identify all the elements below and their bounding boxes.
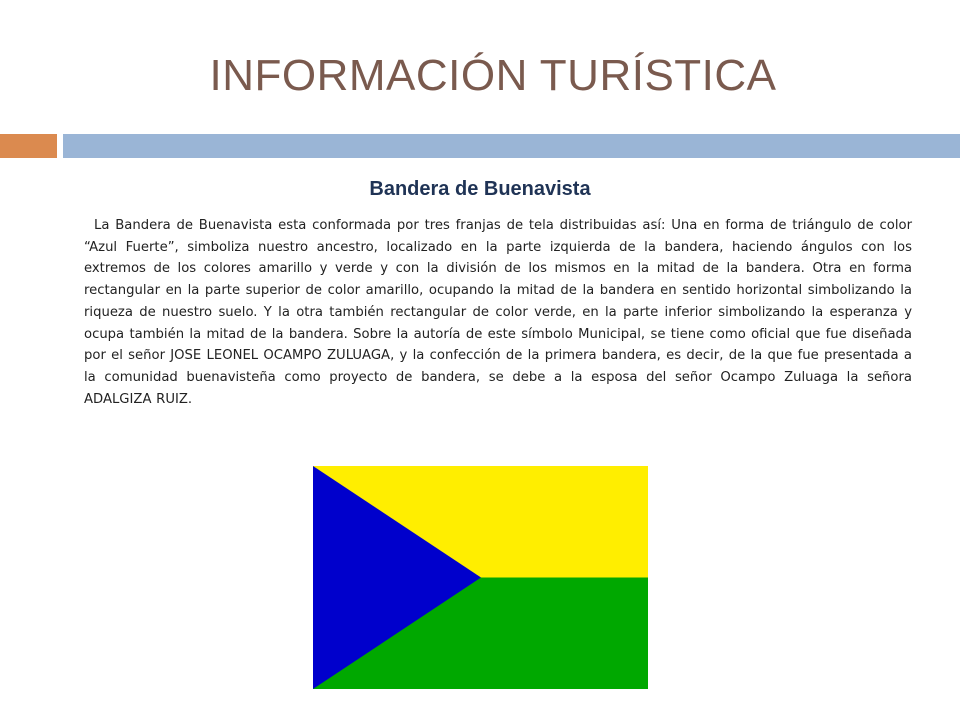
accent-bar <box>0 134 57 158</box>
slide-title: INFORMACIÓN TURÍSTICA <box>209 51 777 100</box>
section-heading: Bandera de Buenavista <box>369 178 591 200</box>
flag-description: La Bandera de Buenavista esta conformada por tres franjas de tela distribuidas así: Una en forma de triángulo de color “Azul Fuerte”, simboliza nuestro ancestro, localizado en la parte izquierda de la bandera, haciendo ángulos con los extremos de los colores amarillo y verde y con la división de los mismos en la mitad de la bandera. Otra en forma rectangular en la parte superior de color amarillo, ocupando la mitad de la bandera en sentido horizontal simbolizando la riqueza de nuestro suelo. Y la otra también rectangular de color verde, en la parte inferior simbolizando la esperanza y ocupa también la mitad de la bandera. Sobre la autoría de este símbolo Municipal, se tiene como oficial que fue diseñada por el señor JOSE LEONEL OCAMPO ZULUAGA, y la confección de la primera bandera, es decir, de la que fue presentada a la comunidad buenavisteña como proyecto de bandera, se debe a la esposa del señor Ocampo Zuluaga la señora ADALGIZA RUIZ. <box>84 218 912 407</box>
header-rule-bar <box>63 134 960 158</box>
buenavista-flag-image <box>313 466 648 689</box>
